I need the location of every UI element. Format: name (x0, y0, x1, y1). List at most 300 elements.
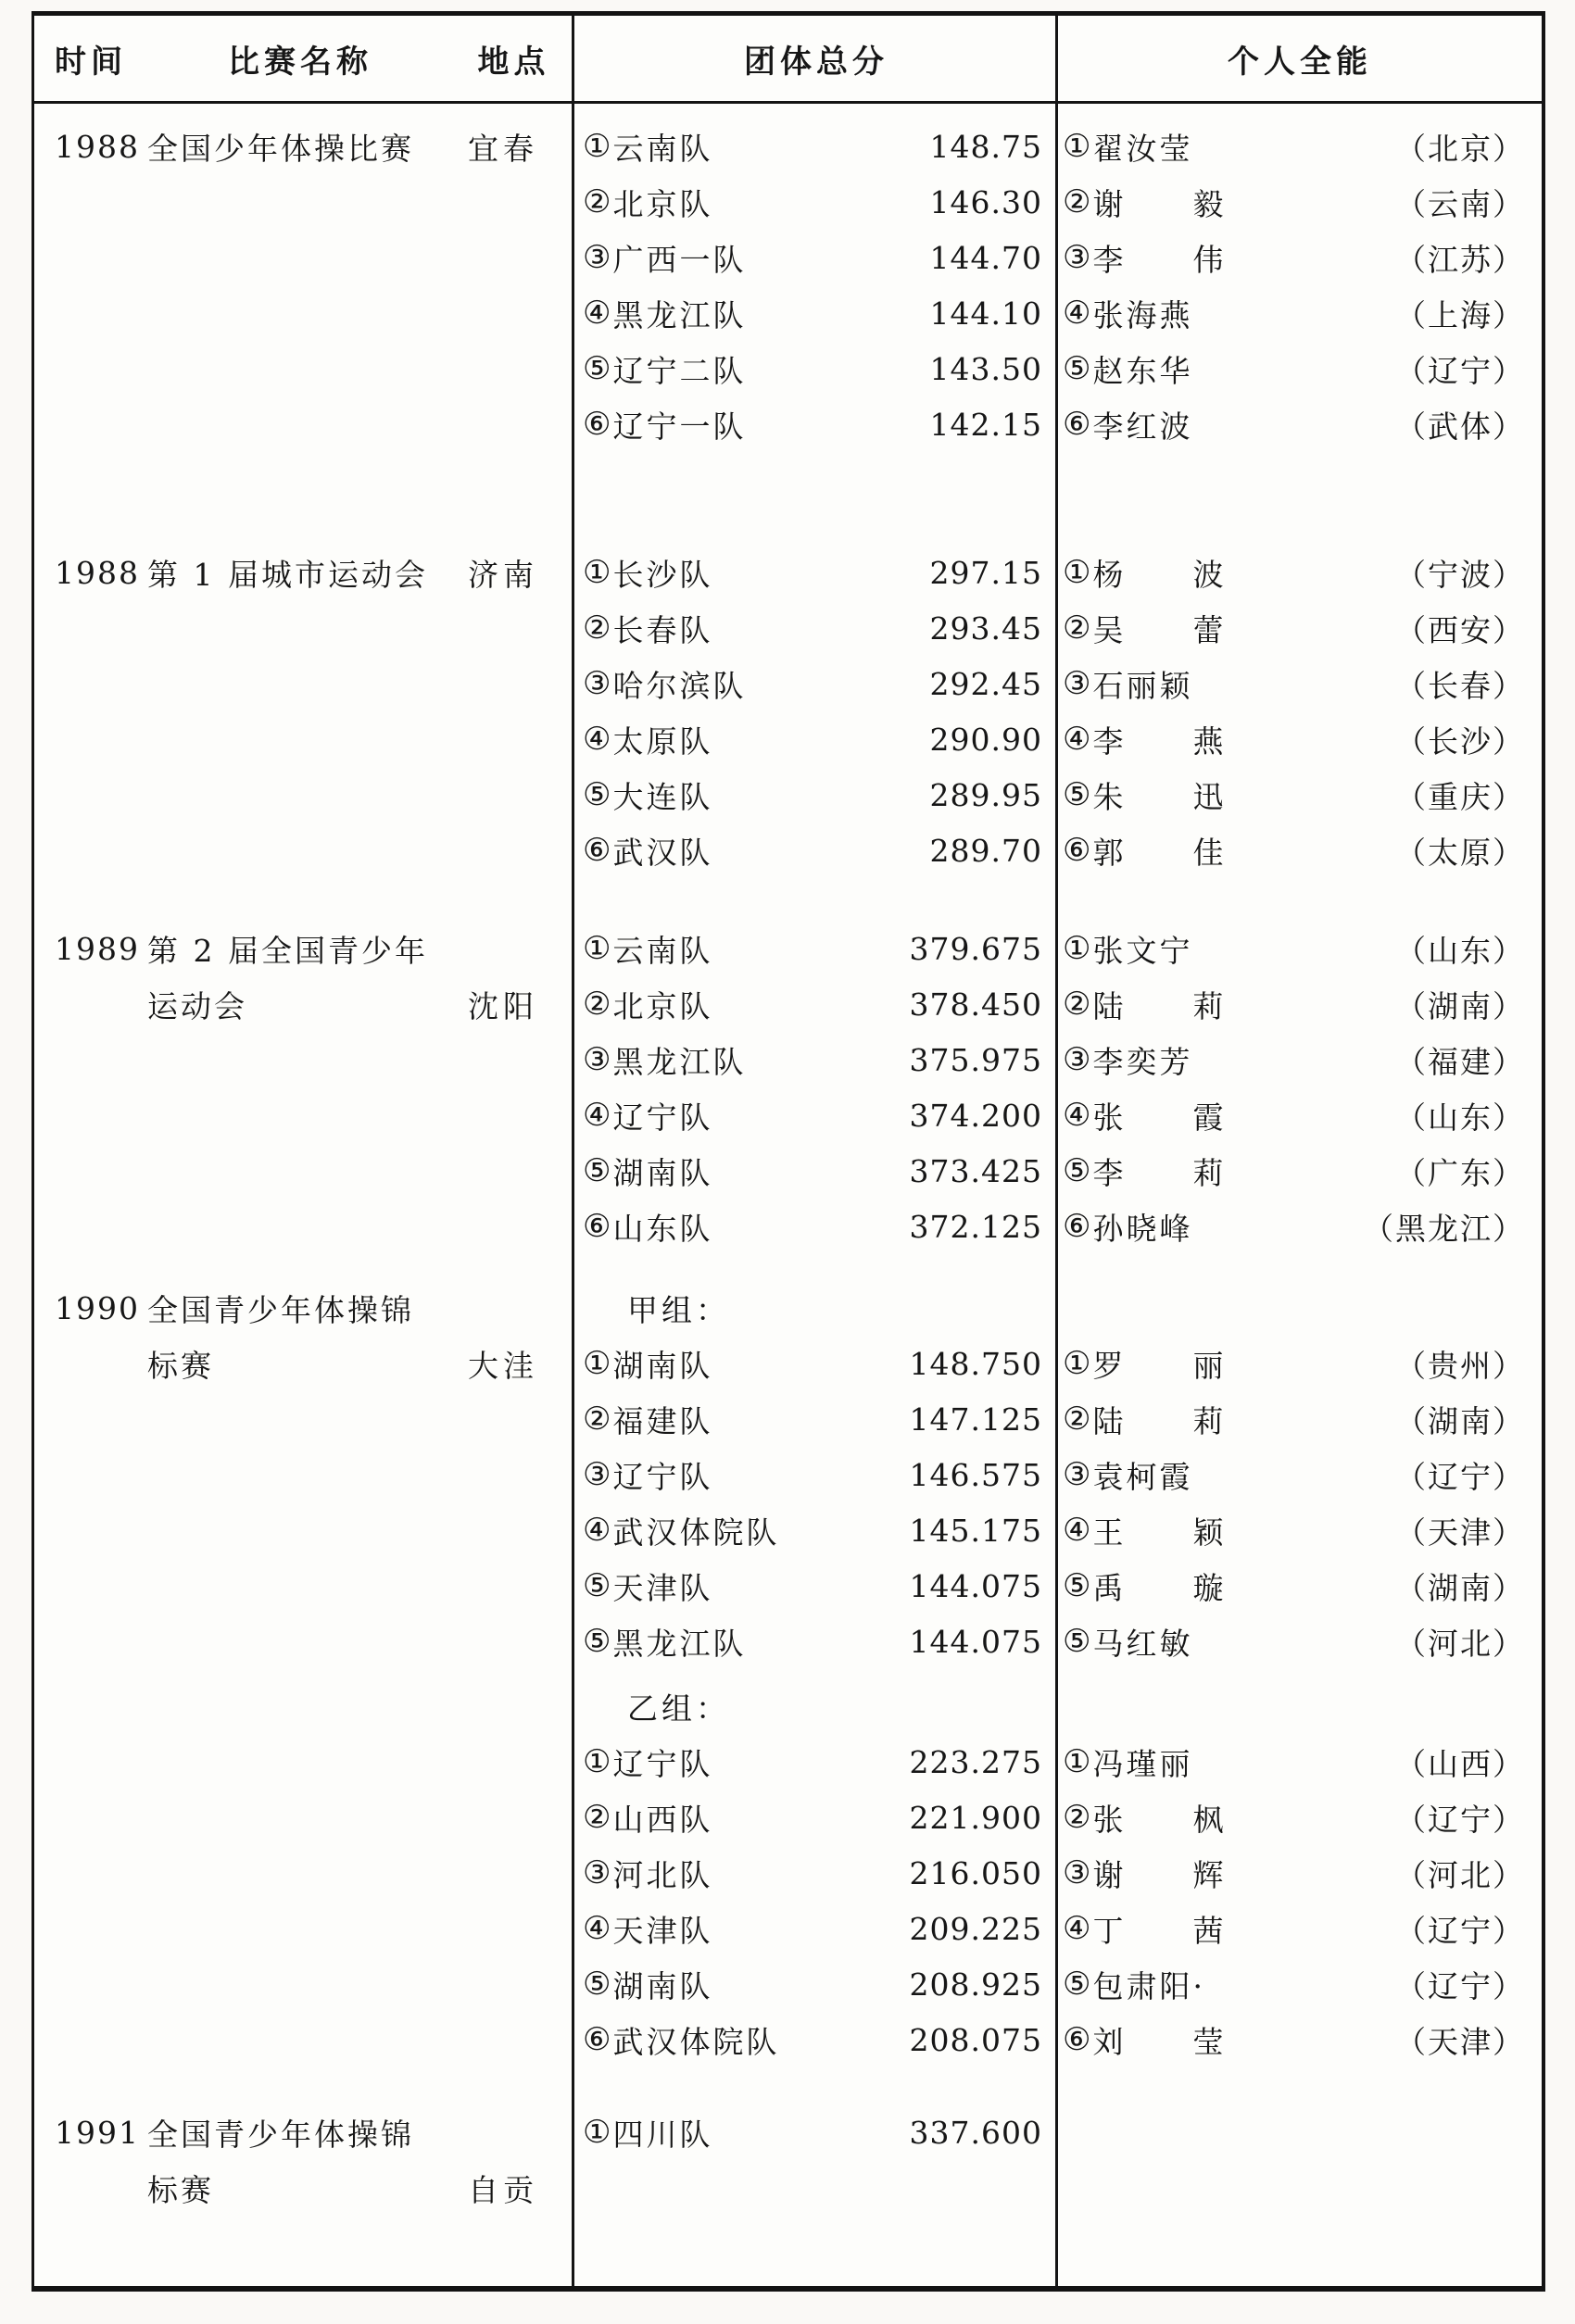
athlete-province: （天津） (1395, 1514, 1525, 1551)
team-name: 辽宁队 (612, 1458, 713, 1495)
rank-badge: ⑤ (583, 1966, 611, 2003)
athlete-province: （武体） (1395, 408, 1525, 445)
team-score: 289.70 (929, 832, 1042, 869)
athlete-province: （北京） (1395, 130, 1525, 167)
rank-badge: ① (1063, 1345, 1091, 1382)
team-name: 武汉体院队 (612, 1514, 780, 1551)
athlete-province: （广东） (1395, 1154, 1525, 1191)
rank-badge: ② (583, 1799, 611, 1836)
team-score: 373.425 (909, 1152, 1042, 1189)
team-score: 374.200 (909, 1097, 1042, 1134)
table-row (34, 1901, 1542, 1956)
table-row (34, 119, 1542, 174)
team-total-cell (572, 927, 1055, 971)
athlete-name: 王 颖 (1092, 1514, 1227, 1551)
individual-entry (1063, 607, 1226, 650)
column-header-team-total: 团体总分 (744, 43, 888, 81)
individual-cell (1055, 236, 1542, 280)
team-total-cell (572, 1453, 1055, 1497)
rank-badge: ③ (1063, 1041, 1091, 1078)
athlete-province: （宁波） (1395, 556, 1525, 593)
team-name: 湖南队 (612, 1347, 713, 1384)
team-entry (583, 1907, 712, 1951)
group-label: 甲组： (627, 1291, 730, 1328)
individual-cell (1055, 1740, 1542, 1784)
year-block (34, 2104, 1542, 2216)
athlete-name: 陆 莉 (1092, 1402, 1227, 1439)
team-score: 375.975 (909, 1041, 1042, 1078)
location-label: 自贡 (468, 2171, 538, 2208)
team-total-cell (572, 1740, 1055, 1784)
team-score: 216.050 (909, 1854, 1042, 1891)
individual-cell (1055, 2018, 1542, 2062)
competition-name: 全国少年体操比赛 (147, 130, 414, 167)
team-name: 辽宁一队 (612, 408, 747, 445)
rank-badge: ④ (1063, 1097, 1091, 1134)
team-name: 黑龙江队 (612, 296, 747, 333)
competition-name: 全国青少年体操锦 (147, 2116, 414, 2153)
individual-cell (1055, 1398, 1542, 1441)
athlete-name: 李 伟 (1092, 241, 1227, 278)
column-header-individual: 个人全能 (1228, 43, 1372, 81)
athlete-name: 杨 波 (1092, 556, 1227, 593)
team-score: 337.600 (909, 2114, 1042, 2151)
location-label: 大洼 (468, 1347, 538, 1384)
athlete-name: 罗 丽 (1092, 1347, 1227, 1384)
individual-entry (1063, 1038, 1192, 1082)
rank-badge: ⑤ (1063, 1567, 1091, 1604)
year-label: 1988 (55, 128, 140, 165)
individual-cell (1055, 292, 1542, 335)
team-score: 144.70 (929, 239, 1042, 276)
rank-badge: ④ (583, 1097, 611, 1134)
individual-cell (1055, 1564, 1542, 1608)
team-entry (583, 1852, 712, 1895)
team-name: 辽宁二队 (612, 352, 747, 389)
athlete-province: （河北） (1395, 1856, 1525, 1893)
athlete-province: （长春） (1395, 667, 1525, 704)
team-score: 144.10 (929, 295, 1042, 332)
team-score: 290.90 (929, 721, 1042, 758)
rank-badge: ④ (1063, 1512, 1091, 1549)
team-name: 天津队 (612, 1912, 713, 1949)
rank-badge: ① (583, 2114, 611, 2151)
athlete-name: 张 霞 (1092, 1099, 1227, 1136)
table-row (34, 1336, 1542, 1391)
team-name: 黑龙江队 (612, 1625, 747, 1662)
team-total-cell (572, 1509, 1055, 1552)
team-total-cell (572, 1963, 1055, 2006)
table-row (34, 1845, 1542, 1901)
team-name: 广西一队 (612, 241, 747, 278)
athlete-name: 李 燕 (1092, 722, 1227, 760)
table-row (34, 2160, 1542, 2216)
team-score: 145.175 (909, 1512, 1042, 1549)
athlete-name: 朱 迅 (1092, 778, 1227, 815)
team-entry (583, 181, 712, 224)
rank-badge: ① (583, 128, 611, 165)
individual-entry (1063, 236, 1226, 280)
team-score: 146.30 (929, 183, 1042, 220)
athlete-name: 谢 辉 (1092, 1856, 1227, 1893)
athlete-province: （辽宁） (1395, 1458, 1525, 1495)
individual-cell (1055, 773, 1542, 817)
year-block (34, 545, 1542, 878)
location-label: 济南 (468, 556, 538, 593)
team-score: 378.450 (909, 986, 1042, 1023)
rank-badge: ⑥ (1063, 2021, 1091, 2058)
team-score: 208.075 (909, 2021, 1042, 2058)
team-total-cell (572, 1287, 1055, 1330)
team-score: 148.750 (909, 1345, 1042, 1382)
athlete-name: 丁 茜 (1092, 1912, 1227, 1949)
team-entry (583, 1205, 712, 1249)
individual-cell (1055, 718, 1542, 761)
individual-entry (1063, 773, 1226, 817)
team-total-cell (572, 662, 1055, 706)
team-total-cell (572, 718, 1055, 761)
table-row (34, 1032, 1542, 1087)
individual-cell (1055, 1094, 1542, 1137)
rank-badge: ① (1063, 1743, 1091, 1780)
team-total-cell (572, 403, 1055, 446)
team-score: 208.925 (909, 1966, 1042, 2003)
team-total-cell (572, 1205, 1055, 1249)
athlete-name: 冯瑾丽 (1092, 1745, 1193, 1782)
team-entry (583, 1620, 746, 1664)
athlete-province: （贵州） (1395, 1347, 1525, 1384)
team-total-cell (572, 236, 1055, 280)
team-score: 221.900 (909, 1799, 1042, 1836)
rank-badge: ① (1063, 128, 1091, 165)
rank-badge: ⑥ (1063, 406, 1091, 443)
individual-entry (1063, 1342, 1226, 1386)
rank-badge: ⑥ (1063, 832, 1091, 869)
team-entry (583, 662, 746, 706)
table-row (34, 1502, 1542, 1558)
table-row (34, 600, 1542, 656)
location-label: 沈阳 (468, 987, 538, 1024)
team-entry (583, 1038, 746, 1082)
table-row (34, 174, 1542, 230)
rank-badge: ⑥ (583, 1208, 611, 1245)
individual-cell (1055, 927, 1542, 971)
athlete-name: 翟汝莹 (1092, 130, 1193, 167)
individual-entry (1063, 1149, 1226, 1193)
athlete-province: （福建） (1395, 1043, 1525, 1080)
rank-badge: ⑤ (583, 1623, 611, 1660)
athlete-province: （山西） (1395, 1745, 1525, 1782)
team-entry (583, 1453, 712, 1497)
table-row (34, 1558, 1542, 1614)
team-entry (583, 551, 712, 595)
individual-cell (1055, 1852, 1542, 1895)
team-entry (583, 1564, 712, 1608)
team-total-cell (572, 1620, 1055, 1664)
individual-cell (1055, 403, 1542, 446)
team-entry (583, 983, 712, 1026)
rank-badge: ⑥ (583, 406, 611, 443)
rank-badge: ③ (583, 1854, 611, 1891)
team-total-cell (572, 1796, 1055, 1840)
athlete-name: 李 莉 (1092, 1154, 1227, 1191)
team-total-cell (572, 1564, 1055, 1608)
column-header-time: 时间 (55, 43, 127, 81)
table-row (34, 656, 1542, 711)
team-entry (583, 403, 746, 446)
rank-badge: ④ (583, 1512, 611, 1549)
individual-cell (1055, 1205, 1542, 1249)
team-entry (583, 1398, 712, 1441)
rank-badge: ④ (583, 295, 611, 332)
individual-cell (1055, 1342, 1542, 1386)
athlete-name: 张 枫 (1092, 1801, 1227, 1838)
table-row (34, 1391, 1542, 1447)
team-total-cell (572, 773, 1055, 817)
team-total-cell (572, 607, 1055, 650)
year-block (34, 1280, 1542, 2067)
team-entry (583, 927, 712, 971)
table-row (34, 1143, 1542, 1199)
individual-entry (1063, 1796, 1226, 1840)
rank-badge: ② (1063, 986, 1091, 1023)
individual-entry (1063, 662, 1192, 706)
individual-entry (1063, 1205, 1192, 1249)
team-name: 武汉队 (612, 834, 713, 871)
team-total-cell (572, 1685, 1055, 1728)
individual-entry (1063, 718, 1226, 761)
team-entry (583, 1509, 779, 1552)
athlete-name: 刘 莹 (1092, 2023, 1227, 2060)
athlete-name: 包肃阳· (1092, 1967, 1205, 2004)
team-total-cell (572, 1038, 1055, 1082)
rank-badge: ④ (1063, 295, 1091, 332)
team-score: 223.275 (909, 1743, 1042, 1780)
team-total-cell (572, 181, 1055, 224)
rank-badge: ③ (583, 1456, 611, 1493)
rank-badge: ③ (583, 665, 611, 702)
table-row (34, 823, 1542, 878)
rank-badge: ② (1063, 1401, 1091, 1438)
team-total-cell (572, 1907, 1055, 1951)
rank-badge: ⑤ (1063, 1966, 1091, 2003)
team-name: 太原队 (612, 722, 713, 760)
team-total-cell (572, 2018, 1055, 2062)
rank-badge: ① (583, 930, 611, 967)
athlete-province: （河北） (1395, 1625, 1525, 1662)
individual-entry (1063, 125, 1192, 169)
rank-badge: ② (583, 986, 611, 1023)
athlete-province: （湖南） (1395, 987, 1525, 1024)
team-name: 湖南队 (612, 1967, 713, 2004)
individual-entry (1063, 551, 1226, 595)
team-total-cell (572, 1398, 1055, 1441)
table-row (34, 2012, 1542, 2067)
athlete-name: 石丽颖 (1092, 667, 1193, 704)
athlete-name: 郭 佳 (1092, 834, 1227, 871)
individual-cell (1055, 1149, 1542, 1193)
individual-cell (1055, 1796, 1542, 1840)
team-name: 云南队 (612, 130, 713, 167)
rank-badge: ② (583, 183, 611, 220)
athlete-province: （西安） (1395, 611, 1525, 648)
athlete-name: 李奕芳 (1092, 1043, 1193, 1080)
individual-entry (1063, 292, 1192, 335)
athlete-province: （天津） (1395, 2023, 1525, 2060)
rank-badge: ⑤ (583, 1152, 611, 1189)
team-score: 209.225 (909, 1910, 1042, 1947)
group-label: 乙组： (627, 1690, 730, 1727)
individual-entry (1063, 1620, 1192, 1664)
team-score: 144.075 (909, 1567, 1042, 1604)
individual-cell (1055, 829, 1542, 873)
athlete-province: （辽宁） (1395, 352, 1525, 389)
rank-badge: ② (1063, 1799, 1091, 1836)
team-entry (583, 829, 712, 873)
team-name: 辽宁队 (612, 1745, 713, 1782)
year-block (34, 921, 1542, 1254)
table-body (34, 119, 1542, 2216)
athlete-province: （辽宁） (1395, 1967, 1525, 2004)
athlete-name: 张海燕 (1092, 296, 1193, 333)
team-entry (583, 236, 746, 280)
team-name: 大连队 (612, 778, 713, 815)
athlete-province: （江苏） (1395, 241, 1525, 278)
rank-badge: ⑤ (583, 350, 611, 387)
individual-entry (1063, 1963, 1205, 2006)
individual-cell (1055, 551, 1542, 595)
team-entry (583, 292, 746, 335)
rank-badge: ④ (583, 721, 611, 758)
rank-badge: ⑤ (583, 776, 611, 813)
individual-cell (1055, 1038, 1542, 1082)
individual-cell (1055, 607, 1542, 650)
results-table (32, 11, 1545, 2292)
team-name: 北京队 (612, 987, 713, 1024)
team-entry (583, 773, 712, 817)
team-name: 哈尔滨队 (612, 667, 747, 704)
team-name: 山东队 (612, 1210, 713, 1247)
table-row (34, 1280, 1542, 1336)
table-row (34, 1734, 1542, 1790)
table-row (34, 285, 1542, 341)
individual-entry (1063, 347, 1192, 391)
individual-cell (1055, 181, 1542, 224)
competition-name: 第 1 届城市运动会 (147, 556, 428, 593)
team-entry (583, 1342, 712, 1386)
individual-entry (1063, 1564, 1226, 1608)
table-row (34, 341, 1542, 396)
table-row (34, 396, 1542, 452)
rank-badge: ② (1063, 183, 1091, 220)
table-row (34, 921, 1542, 976)
rank-badge: ⑤ (583, 1567, 611, 1604)
team-score: 143.50 (929, 350, 1042, 387)
athlete-province: （湖南） (1395, 1402, 1525, 1439)
rank-badge: ⑤ (1063, 1623, 1091, 1660)
rank-badge: ⑥ (583, 2021, 611, 2058)
athlete-name: 张文宁 (1092, 932, 1193, 969)
team-total-cell (572, 1852, 1055, 1895)
athlete-province: （辽宁） (1395, 1912, 1525, 1949)
table-row (34, 711, 1542, 767)
team-name: 黑龙江队 (612, 1043, 747, 1080)
rank-badge: ③ (583, 1041, 611, 1078)
athlete-province: （山东） (1395, 932, 1525, 969)
rank-badge: ① (583, 1743, 611, 1780)
table-row (34, 1199, 1542, 1254)
rank-badge: ⑤ (1063, 1152, 1091, 1189)
individual-cell (1055, 1620, 1542, 1664)
team-name: 河北队 (612, 1856, 713, 1893)
athlete-province: （重庆） (1395, 778, 1525, 815)
rank-badge: ③ (583, 239, 611, 276)
team-total-cell (572, 1342, 1055, 1386)
rank-badge: ① (583, 1345, 611, 1382)
team-score: 148.75 (929, 128, 1042, 165)
table-row (34, 1790, 1542, 1845)
table-row (34, 1087, 1542, 1143)
individual-cell (1055, 983, 1542, 1026)
team-name: 北京队 (612, 185, 713, 222)
athlete-name: 马红敏 (1092, 1625, 1193, 1662)
team-name: 山西队 (612, 1801, 713, 1838)
table-row (34, 545, 1542, 600)
year-block (34, 119, 1542, 452)
team-name: 长春队 (612, 611, 713, 648)
rank-badge: ⑥ (583, 832, 611, 869)
athlete-province: （云南） (1395, 185, 1525, 222)
team-name: 辽宁队 (612, 1099, 713, 1136)
individual-entry (1063, 1094, 1226, 1137)
athlete-name: 谢 毅 (1092, 185, 1227, 222)
team-total-cell (572, 1094, 1055, 1137)
year-label: 1990 (55, 1289, 140, 1326)
team-name: 四川队 (612, 2116, 713, 2153)
rank-badge: ② (1063, 609, 1091, 647)
rank-badge: ① (1063, 554, 1091, 591)
athlete-province: （黑龙江） (1363, 1210, 1525, 1247)
year-label: 1989 (55, 930, 140, 967)
individual-entry (1063, 181, 1226, 224)
athlete-name: 禹 璇 (1092, 1569, 1227, 1606)
team-score: 379.675 (909, 930, 1042, 967)
table-row (34, 1447, 1542, 1502)
team-score: 147.125 (909, 1401, 1042, 1438)
table-row (34, 2104, 1542, 2160)
rank-badge: ③ (1063, 1854, 1091, 1891)
team-entry (583, 718, 712, 761)
team-score: 142.15 (929, 406, 1042, 443)
team-name: 福建队 (612, 1402, 713, 1439)
individual-entry (1063, 1453, 1192, 1497)
rank-badge: ⑥ (1063, 1208, 1091, 1245)
team-score: 146.575 (909, 1456, 1042, 1493)
team-entry (583, 1796, 712, 1840)
individual-entry (1063, 983, 1226, 1026)
rank-badge: ② (583, 609, 611, 647)
rank-badge: ① (1063, 930, 1091, 967)
individual-entry (1063, 403, 1192, 446)
team-score: 293.45 (929, 609, 1042, 647)
athlete-name: 陆 莉 (1092, 987, 1227, 1024)
rank-badge: ① (583, 554, 611, 591)
table-row (34, 976, 1542, 1032)
location-label: 宜春 (468, 130, 538, 167)
team-total-cell (572, 2111, 1055, 2154)
athlete-province: （上海） (1395, 296, 1525, 333)
team-entry (583, 2018, 779, 2062)
